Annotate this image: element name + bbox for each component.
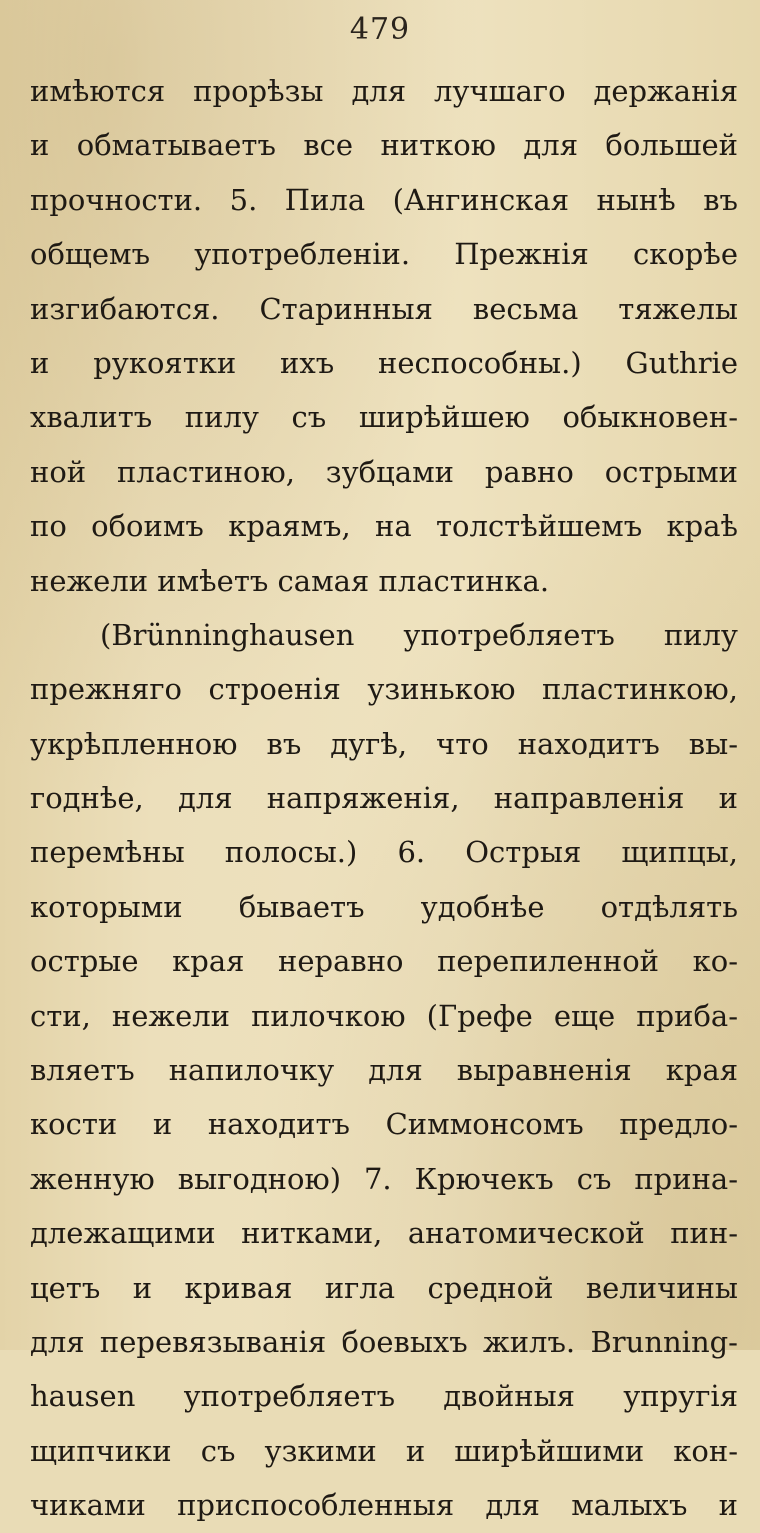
text-line: общемъ употребленіи. Прежнія скорѣе bbox=[30, 237, 738, 272]
text-line: укрѣпленною въ дугѣ, что находитъ вы- bbox=[30, 726, 738, 761]
text-line: щипчики съ узкими и ширѣйшими кон- bbox=[30, 1433, 738, 1468]
text-line: которыми бываетъ удобнѣе отдѣлять bbox=[30, 889, 738, 924]
text-line: по обоимъ краямъ, на толстѣйшемъ краѣ bbox=[30, 509, 738, 544]
body-text bbox=[30, 64, 738, 1533]
text-line-paragraph-end: нежели имѣетъ самая пластинка. bbox=[30, 563, 550, 598]
text-line: цетъ и кривая игла средной величины bbox=[30, 1270, 738, 1305]
text-line: годнѣе, для напряженія, направленія и bbox=[30, 781, 738, 816]
text-line: чиками приспособленныя для малыхъ и bbox=[30, 1488, 738, 1523]
text-line: острые края неравно перепиленной ко- bbox=[30, 944, 738, 979]
text-line: перемѣны полосы.) 6. Острыя щипцы, bbox=[30, 835, 738, 870]
text-line: хвалитъ пилу съ ширѣйшею обыкновен- bbox=[30, 400, 738, 435]
text-line: сти, нежели пилочкою (Грефе еще приба- bbox=[30, 998, 738, 1033]
text-line: изгибаются. Старинныя весьма тяжелы bbox=[30, 291, 738, 326]
text-line: ной пластиною, зубцами равно острыми bbox=[30, 454, 738, 489]
text-line: имѣются прорѣзы для лучшаго держанія bbox=[30, 74, 738, 108]
text-line: и обматываетъ все ниткою для большей bbox=[30, 128, 738, 163]
page-number: 479 bbox=[349, 12, 411, 47]
text-line-paragraph-start: (Brünninghausen употребляетъ пилу bbox=[100, 617, 738, 652]
text-line: длежащими нитками, анатомической пин- bbox=[30, 1216, 738, 1251]
text-line: прочности. 5. Пила (Ангинская нынѣ въ bbox=[30, 182, 738, 217]
text-line: вляетъ напилочку для выравненія края bbox=[30, 1053, 738, 1088]
text-line: прежняго строенія узинькою пластинкою, bbox=[30, 672, 738, 707]
text-line: hausen употребляетъ двойныя упругія bbox=[30, 1379, 738, 1414]
text-line: женную выгодною) 7. Крючекъ съ прина- bbox=[30, 1161, 738, 1196]
text-line: кости и находитъ Симмонсомъ предло- bbox=[30, 1107, 738, 1142]
text-line: и рукоятки ихъ неспособны.) Guthrie bbox=[30, 345, 738, 380]
text-line: для перевязыванія боевыхъ жилъ. Brunning- bbox=[30, 1324, 738, 1359]
